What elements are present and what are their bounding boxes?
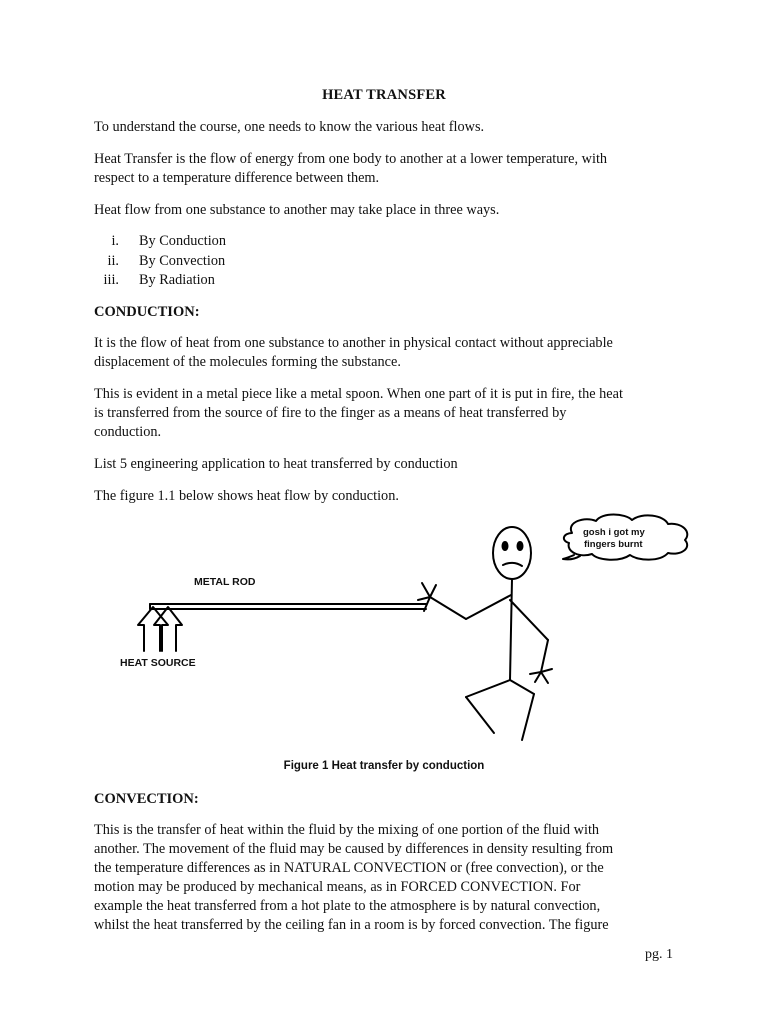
paragraph-line: the temperature differences as in NATURAL CONVECTION or (free convection), or the — [94, 860, 604, 876]
paragraph-line: motion may be produced by mechanical means, as in FORCED CONVECTION. For — [94, 879, 581, 895]
conduction-task: List 5 engineering application to heat transferred by conduction — [94, 456, 458, 472]
heat-source-label: HEAT SOURCE — [120, 657, 196, 669]
figure-caption: Figure 1 Heat transfer by conduction — [283, 760, 485, 772]
intro-paragraph: To understand the course, one needs to know the various heat flows. — [94, 119, 485, 135]
convection-paragraph — [94, 821, 694, 935]
document-title: HEAT TRANSFER — [322, 87, 446, 103]
list-item: By Conduction — [139, 233, 226, 249]
list-item-number: ii. — [107, 253, 119, 269]
list-item: By Convection — [139, 253, 226, 269]
speech-line: fingers burnt — [584, 539, 643, 550]
paragraph-line: displacement of the molecules forming the substance. — [94, 354, 401, 370]
paragraph-line: It is the flow of heat from one substance to another in physical contact without appreciable — [94, 335, 613, 351]
right-hand — [530, 669, 552, 683]
list-item: By Radiation — [139, 272, 215, 288]
paragraph-line: This is the transfer of heat within the fluid by the mixing of one portion of the fluid with — [94, 822, 600, 838]
list-item-number: i. — [111, 233, 119, 249]
paragraph-line: another. The movement of the fluid may be caused by differences in density resulting from — [94, 841, 614, 857]
list-item-number: iii. — [103, 272, 119, 288]
definition-line: Heat Transfer is the flow of energy from one body to another at a lower temperature, with — [94, 151, 608, 167]
metal-rod-label: METAL ROD — [194, 576, 256, 588]
paragraph-line: This is evident in a metal piece like a metal spoon. When one part of it is put in fire, the heat — [94, 386, 623, 402]
figure-reference: The figure 1.1 below shows heat flow by conduction. — [94, 488, 399, 504]
definition-line: respect to a temperature difference between them. — [94, 170, 380, 186]
page-number: pg. 1 — [645, 947, 673, 962]
stick-figure — [466, 527, 548, 740]
speech-line: gosh i got my — [583, 527, 645, 538]
paragraph-line: whilst the heat transferred by the ceiling fan in a room is by forced convection. The figure — [94, 917, 609, 933]
paragraph-line: example the heat transferred from a hot plate to the atmosphere is by natural convection, — [94, 898, 601, 914]
conduction-heading: CONDUCTION: — [94, 304, 200, 320]
paragraph-line: conduction. — [94, 424, 162, 440]
paragraph-line: is transferred from the source of fire to the finger as a means of heat transferred by — [94, 405, 567, 421]
metal-rod — [150, 604, 426, 609]
convection-heading: CONVECTION: — [94, 791, 199, 807]
heat-source-arrows — [138, 607, 182, 651]
face — [503, 542, 523, 566]
left-hand — [418, 583, 466, 619]
ways-intro: Heat flow from one substance to another may take place in three ways. — [94, 202, 500, 218]
